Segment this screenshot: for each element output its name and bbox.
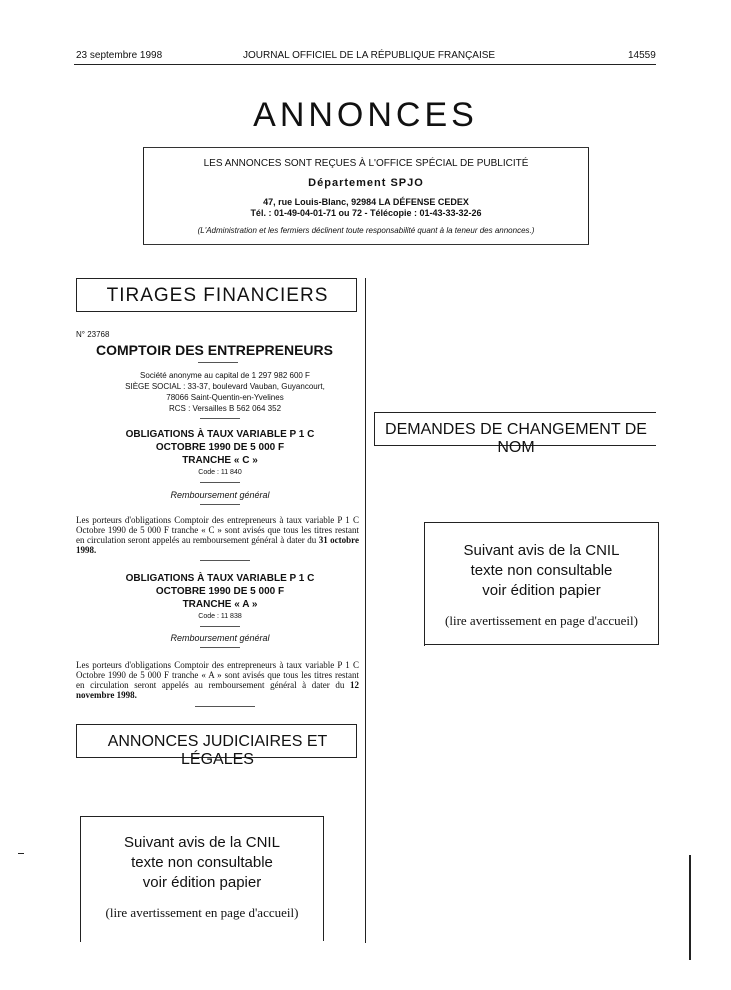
header-date: 23 septembre 1998: [76, 50, 163, 61]
notice-disclaimer: (L'Administration et les fermiers déclinent toute responsabilité quant à la teneur des annonces.): [197, 226, 535, 235]
bond-code: Code : 11 838: [198, 613, 242, 620]
notice-line: LES ANNONCES SONT REÇUES À L'OFFICE SPÉCIAL DE PUBLICITÉ: [203, 158, 529, 169]
cnil-line: texte non consultable: [131, 854, 273, 871]
notice-department: Département SPJO: [308, 177, 424, 189]
bond-block-a: [80, 572, 360, 611]
tirages-heading: TIRAGES FINANCIERS: [106, 285, 329, 306]
column-divider: [365, 278, 366, 943]
cnil-line: texte non consultable: [470, 562, 613, 579]
company-info-line: 78066 Saint-Quentin-en-Yvelines: [166, 393, 284, 402]
company-info-line: SIÈGE SOCIAL : 33-37, boulevard Vauban, Guyancourt,: [125, 382, 325, 391]
company-name: COMPTOIR DES ENTREPRENEURS: [96, 342, 333, 358]
scan-mark: [18, 853, 24, 854]
bond-block-c: [80, 428, 360, 467]
header-journal-title: JOURNAL OFFICIEL DE LA RÉPUBLIQUE FRANÇAISE: [243, 50, 496, 61]
bond-tranche: TRANCHE « C »: [182, 455, 258, 466]
cnil-box: [80, 816, 324, 941]
demandes-heading: DEMANDES DE CHANGEMENT DE NOM: [385, 421, 647, 456]
cnil-subnote: (lire avertissement en page d'accueil): [445, 613, 638, 628]
cnil-line: voir édition papier: [482, 582, 601, 599]
bond-subtitle: OCTOBRE 1990 DE 5 000 F: [155, 586, 285, 597]
scan-mark: [689, 855, 691, 960]
notice-phone: Tél. : 01-49-04-01-71 ou 72 - Télécopie : 01-43-33-32-26: [250, 208, 482, 218]
bond-title: OBLIGATIONS À TAUX VARIABLE P 1 C: [125, 573, 315, 584]
bond-subtitle: OCTOBRE 1990 DE 5 000 F: [155, 442, 285, 453]
company-info: [90, 370, 360, 414]
bond-date: 31 octobre 1998.: [76, 535, 360, 555]
cnil-line: voir édition papier: [142, 874, 262, 891]
notice-box: [143, 147, 589, 245]
section-heading-box: [76, 278, 357, 312]
cnil-line: Suivant avis de la CNIL: [124, 834, 280, 851]
bond-remboursement: Remboursement général: [170, 490, 270, 500]
company-info-line: Société anonyme au capital de 1 297 982 600 F: [140, 371, 310, 380]
cnil-line: Suivant avis de la CNIL: [463, 542, 620, 559]
header-page-number: 14559: [628, 50, 656, 61]
bond-title: OBLIGATIONS À TAUX VARIABLE P 1 C: [125, 429, 315, 440]
notice-address: 47, rue Louis-Blanc, 92984 LA DÉFENSE CEDEX: [263, 197, 469, 207]
bond-date: 12 novembre 1998.: [76, 680, 359, 700]
bond-text: Les porteurs d'obligations Comptoir des entrepreneurs à taux variable P 1 C Octobre 1990 de 5 000 F tranche « A » sont avisés que tous les titres restant en circulation seront appelés au remboursement général à dater du: [76, 660, 359, 690]
bond-remboursement: Remboursement général: [170, 633, 270, 643]
bond-paragraph: [76, 660, 359, 700]
notice-number: N° 23768: [76, 330, 110, 339]
cnil-subnote: (lire avertissement en page d'accueil): [105, 905, 299, 920]
bond-paragraph: [76, 515, 359, 555]
cnil-box: [424, 522, 659, 645]
bond-tranche: TRANCHE « A »: [182, 599, 258, 610]
judiciaires-heading: ANNONCES JUDICIAIRES ET LÉGALES: [107, 733, 328, 768]
header-rule: [74, 64, 656, 65]
page-title: ANNONCES: [253, 96, 478, 134]
company-info-line: RCS : Versailles B 562 064 352: [168, 404, 282, 413]
bond-code: Code : 11 840: [198, 469, 242, 476]
section-heading-box: [76, 724, 357, 768]
bond-text: Les porteurs d'obligations Comptoir des entrepreneurs à taux variable P 1 C Octobre 1990 de 5 000 F tranche « C » sont avisés que tous les titres restant en circulation seront appelés au remboursement général à dater du: [76, 515, 359, 545]
section-heading-box: [374, 412, 656, 456]
